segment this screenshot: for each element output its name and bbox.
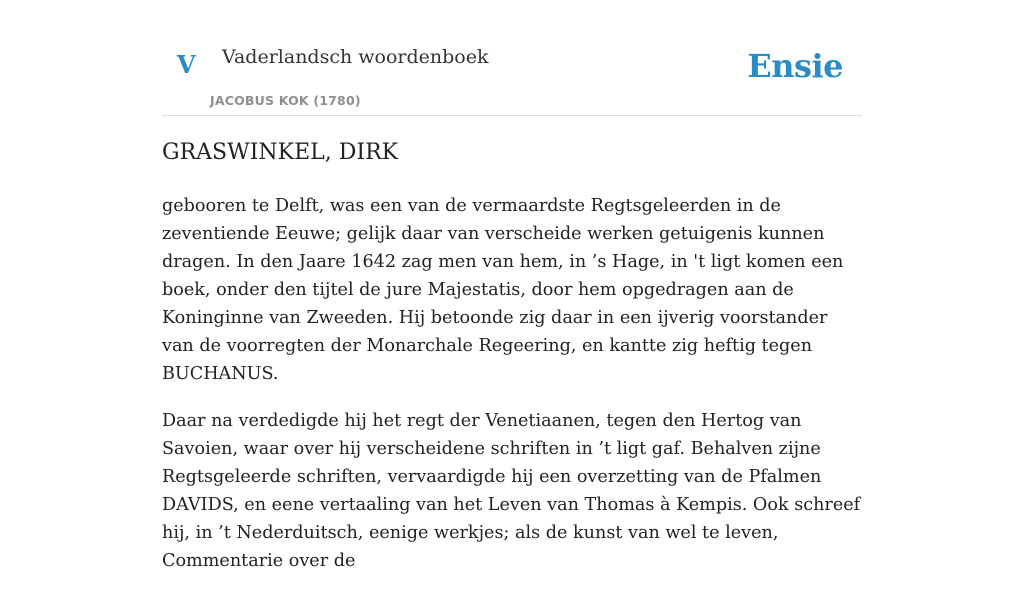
page-header — [162, 0, 862, 116]
entry-paragraph: gebooren te Delft, was een van de vermaardste Regtsgeleerden in de zeventiende Eeuwe; gelijk daar van verscheide werken getuigenis kunnen dragen. In den Jaare 1642 zag men van hem, in ’s Hage, in 't ligt komen een boek, onder den tijtel de jure Majestatis, door hem opgedragen aan de Koninginne van Zweeden. Hij betoonde zig daar in een ijverig voorstander van de voorregten der Monarchale Regeering, en kantte zig heftig tegen BUCHANUS. — [162, 196, 844, 384]
entry-paragraph: Daar na verdedigde hij het regt der Venetiaanen, tegen den Hertog van Savoien, waar over hij verscheidene schriften in ’t ligt gaf. Behalven zijne Regtsgeleerde schriften, vervaardigde hij een overzetting van de Pfalmen DAVIDS, en eene vertaaling van het Leven van Thomas à Kempis. Ook schreef hij, in ’t Nederduitsch, eenige werkjes; als de kunst van wel te leven, Commentarie over de — [162, 411, 861, 571]
entry-title: GRASWINKEL, DIRK — [162, 140, 399, 165]
book-title[interactable]: Vaderlandsch woordenboek — [222, 46, 489, 68]
book-letter-link[interactable]: V — [177, 50, 196, 79]
entry-body — [162, 192, 862, 594]
brand-logo[interactable]: Ensie — [747, 47, 843, 85]
book-author: JACOBUS KOK (1780) — [210, 93, 361, 108]
